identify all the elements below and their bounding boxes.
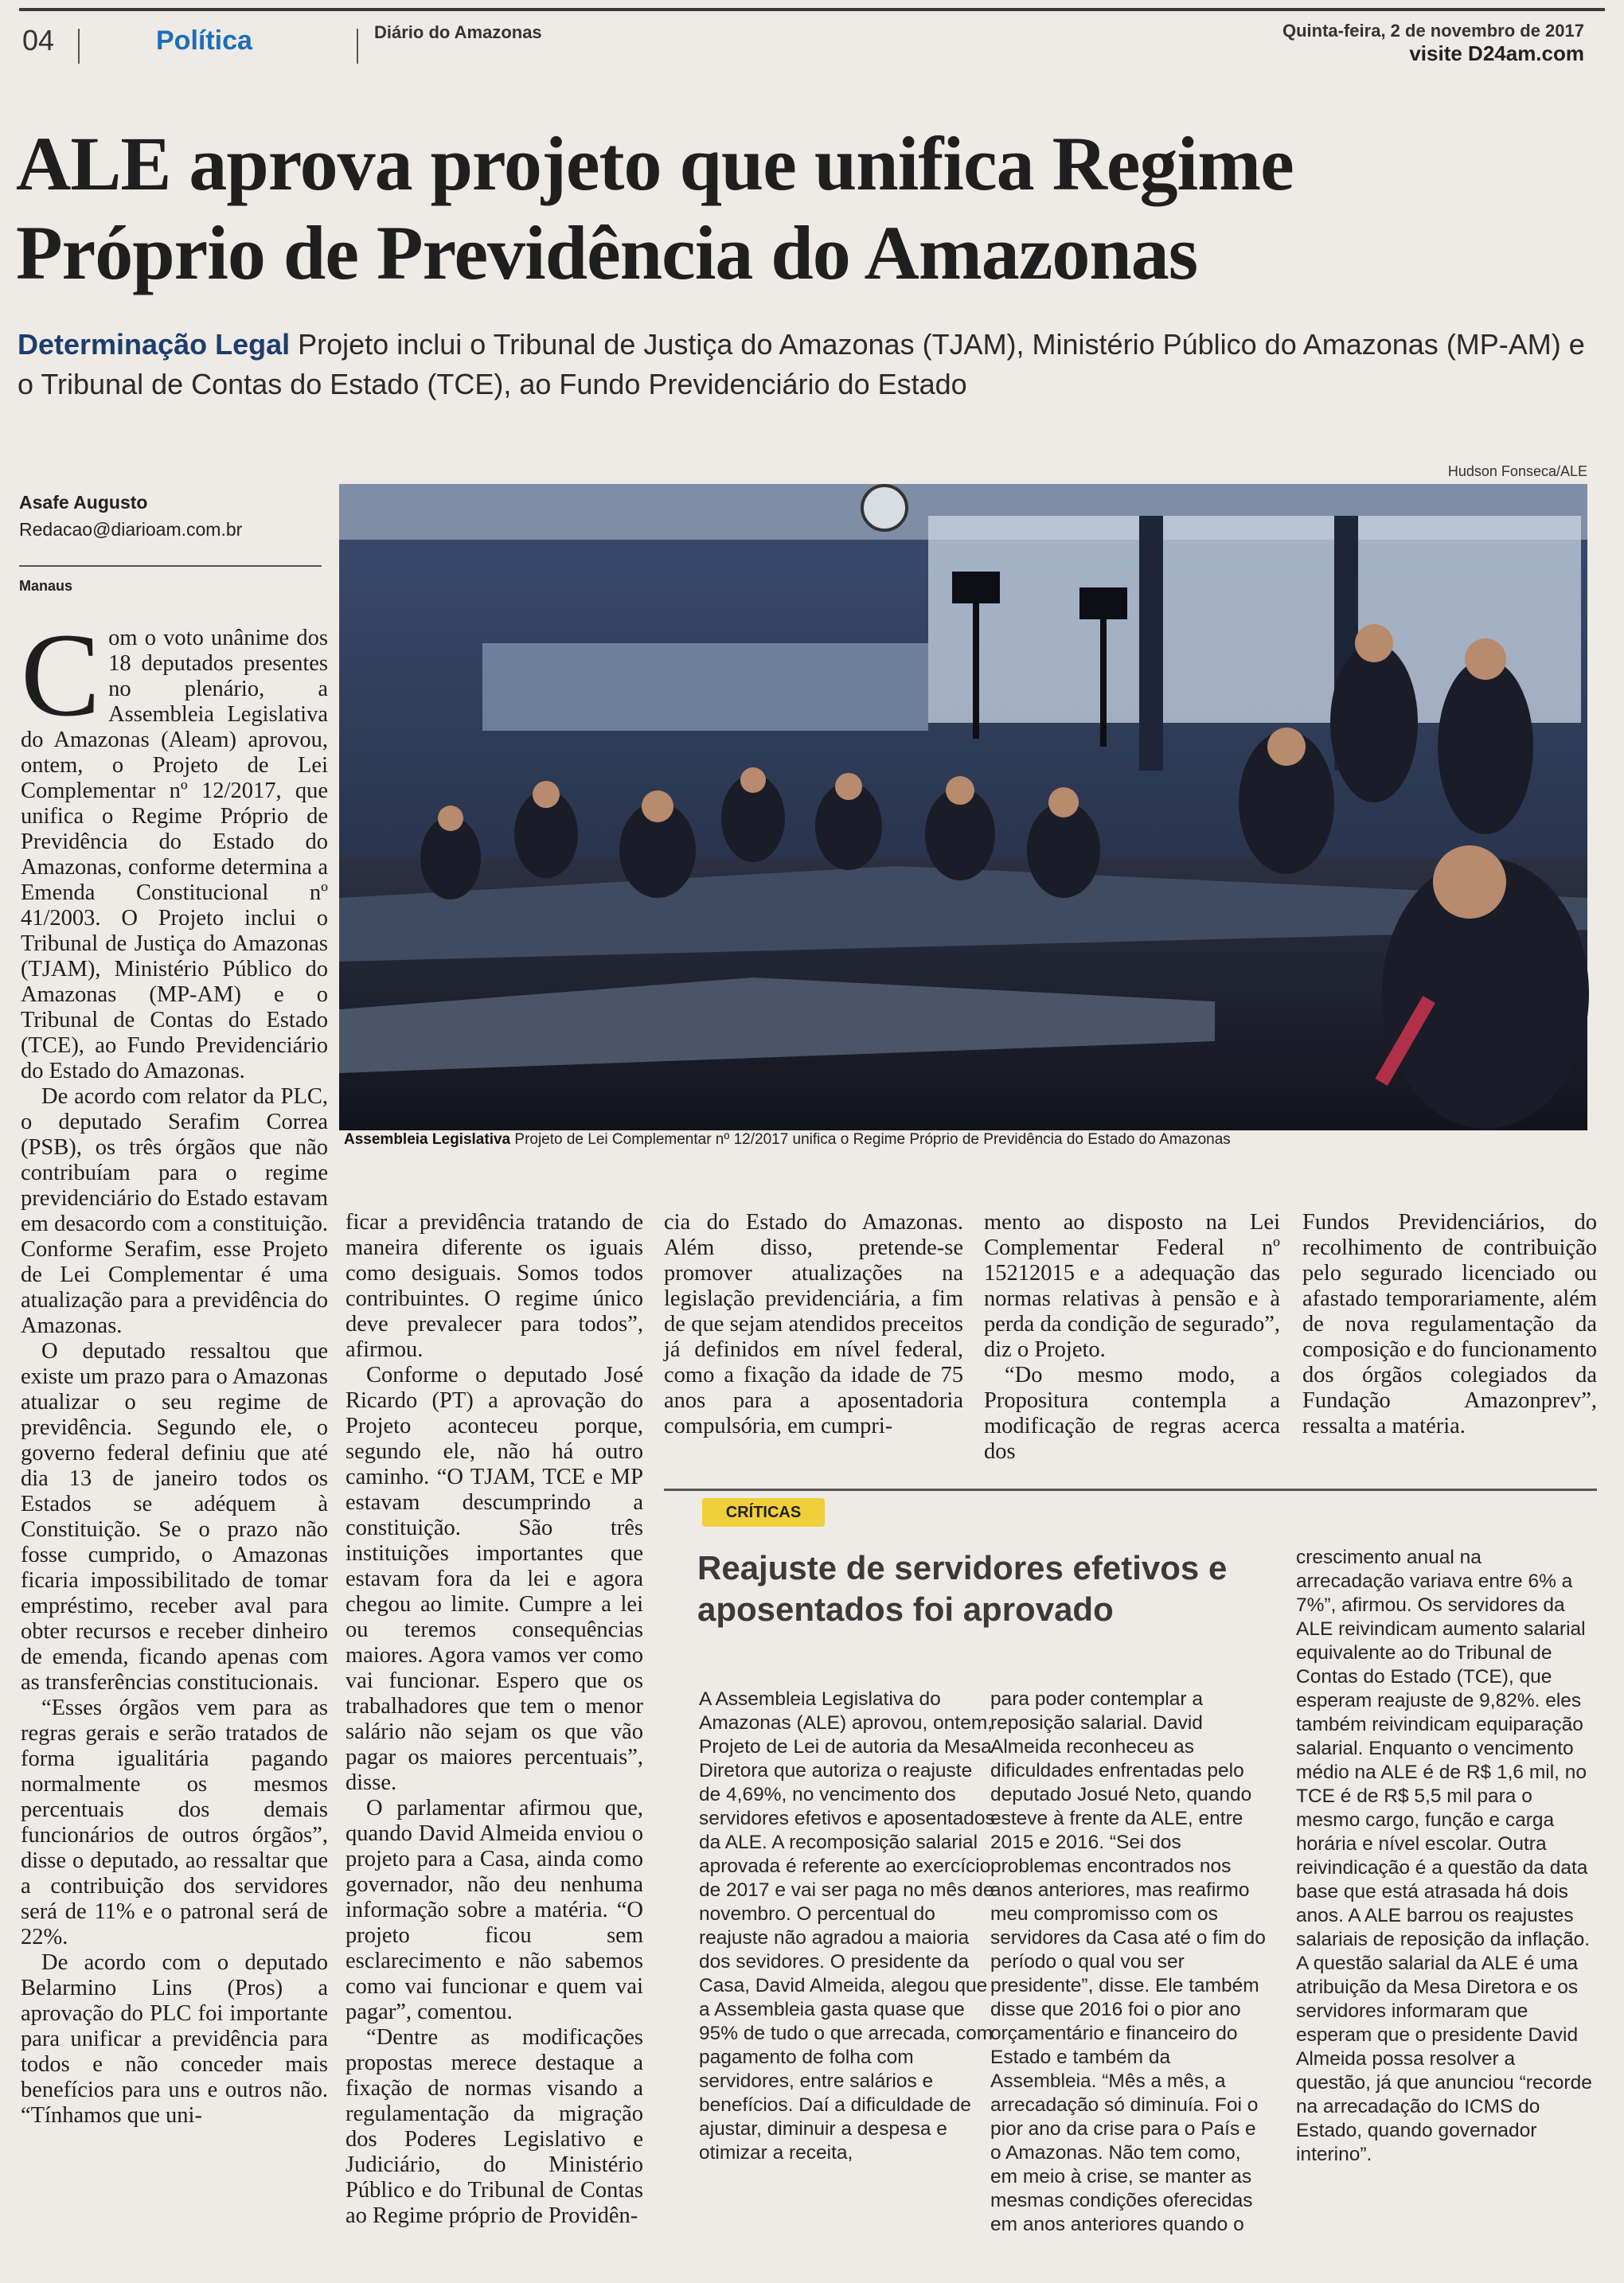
paragraph: De acordo com relator da PLC, o deputado Serafim Correa (PSB), os três órgãos que não contribuíam para o regime previdenciário do Estado estavam em desacordo com a constituição. Conforme Serafim, esse Projeto de Lei Complementar é uma atualização para a previdência do Amazonas.	[21, 1084, 328, 1338]
headline-line-1: ALE aprova projeto que unifica Regime	[16, 121, 1294, 206]
paragraph: A Assembleia Legislativa do Amazonas (ALE) aprovou, ontem, Projeto de Lei de autoria da Mesa Diretora que autoriza o reajuste de 4,69%, no vencimento dos servidores efetivos e aposentados da ALE. A recomposição salarial aprovada é referente ao exercício de 2017 e vai ser paga no mês de novembro. O percentual do reajuste não agradou a maioria dos sevidores. O presidente da Casa, David Almeida, alegou que a Assembleia gasta quase que 95% de tudo o que arrecada, com pagamento de folha com servidores, entre salários e benefícios. Daí a dificuldade de ajustar, diminuir a despesa e otimizar a receita,	[699, 1688, 995, 2164]
sidebar-rule	[664, 1489, 1597, 1491]
website-link[interactable]: visite D24am.com	[1409, 41, 1584, 65]
paragraph: Conforme o deputado José Ricardo (PT) a aprovação do Projeto aconteceu porque, segundo ele, não há outro caminho. “O TJAM, TCE e MP estavam descumprindo a constituição. São três instituições importantes que estavam fora da lei e agora chegou ao limite. Cumpre a lei ou teremos consequências maiores. Agora vamos ver como vai funcionar. Espero que os trabalhadores que tem o menor salário não sejam os que vão pagar os maiores percentuais”, disse.	[345, 1363, 643, 1795]
paragraph: “Esses órgãos vem para as regras gerais e serão tratados de forma igualitária pagando normalmente os mesmos percentuais dos demais funcionários de outros órgãos”, disse o deputado, ao ressaltar que a contribuição dos servidores será de 11% e o patronal será de 22%.	[21, 1696, 328, 1949]
newspaper-name: Diário do Amazonas	[374, 22, 542, 42]
photo-caption	[344, 1130, 1586, 1149]
page-number: 04	[22, 24, 55, 57]
sidebar-title: Reajuste de servidores efetivos e aposentados foi aprovado	[697, 1549, 1228, 1628]
sidebar-column-1	[699, 1688, 998, 2277]
paragraph: mento ao disposto na Lei Complementar Federal nº 15212015 e a adequação das normas relativas à pensão e à perda da condição de segurado”, diz o Projeto.	[984, 1210, 1280, 1362]
plenary-photo	[339, 484, 1587, 1130]
paragraph: para poder contemplar a reposição salarial. David Almeida reconheceu as dificuldades enfrentadas pelo deputado Josué Neto, quando esteve à frente da ALE, entre 2015 e 2016. “Sei dos problemas encontrados nos anos anteriores, mas reafirmo meu compromisso com os servidores da Casa até o fim do período o qual vou ser presidente”, disse. Ele também disse que 2016 foi o pior ano orçamentário e financeiro do Estado e também da Assembleia. “Mês a mês, a arrecadação só diminuía. Foi o pior ano da crise para o País e o Amazonas. Não tem como, em meio à crise, se manter as mesmas condições oferecidas em anos anteriores quando o	[990, 1688, 1266, 2235]
issue-date: Quinta-feira, 2 de novembro de 2017	[1282, 21, 1584, 41]
paragraph: “Do mesmo modo, a Propositura contempla a modificação de regras acerca dos	[984, 1363, 1280, 1464]
paragraph: om o voto unânime dos 18 deputados presentes no plenário, a Assembleia Legislativa do Amazonas (Aleam) aprovou, ontem, o Projeto de Lei Complementar nº 12/2017, que unifica o Regime Próprio de Previdência do Estado do Amazonas, conforme determina a Emenda Constitucional nº 41/2003. O Projeto inclui o Tribunal de Justiça do Amazonas (TJAM), Ministério Público do Amazonas (MP-AM) e o Tribunal de Contas do Estado (TCE), ao Fundo Previdenciário do Estado do Amazonas.	[21, 626, 328, 1083]
author-name: Asafe Augusto	[19, 492, 148, 513]
article-column-1	[21, 609, 328, 2273]
deck-text: Projeto inclui o Tribunal de Justiça do Amazonas (TJAM), Ministério Público do Amazonas (MP-AM) e o Tribunal de Contas do Estado (TCE), ao Fundo Previdenciário do Estado	[18, 328, 1585, 400]
paragraph: O deputado ressaltou que existe um prazo para o Amazonas atualizar o seu regime de previdência. Segundo ele, o governo federal definiu que até dia 13 de janeiro todos os Estados se adéquem à Constituição. Se o prazo não fosse cumprido, o Amazonas ficaria impossibilitado de tomar empréstimo, receber aval para obter recursos e receber dinheiro de emenda, ficando apenas com as transferências constitucionais.	[21, 1339, 328, 1695]
paragraph: O parlamentar afirmou que, quando David Almeida enviou o projeto para a Casa, ainda como governador, não deu nenhuma informação sobre a matéria. “O projeto ficou sem esclarecimento e não sabemos como vai funcionar e quem vai pagar”, comentou.	[345, 1796, 643, 2024]
headline	[16, 119, 1608, 298]
article-column-2	[345, 1210, 643, 2273]
dateline: Manaus	[19, 578, 73, 594]
sidebar-column-2	[990, 1688, 1267, 2277]
paragraph: crescimento anual na arrecadação variava entre 6% a 7%”, afirmou. Os servidores da ALE reivindicam aumento salarial equivalente ao do Tribunal de Contas do Estado (TCE), que esperam reajuste de 9,82%. eles também reivindicam equiparação salarial. Enquanto o vencimento médio na ALE é de R$ 1,6 mil, no TCE é de R$ 5,5 mil para o mesmo cargo, função e carga horária e nível escolar. Outra reivindicação é a questão da data base que está atrasada há dois anos. A ALE barrou os reajustes salariais de reposição da inflação. A questão salarial da ALE é uma atribuição da Mesa Diretora e os servidores informaram que esperam que o presidente David Almeida possa resolver a questão, já que anunciou “recorde na arrecadação do ICMS do Estado, quando governador interino”.	[1296, 1547, 1592, 2165]
header-divider	[357, 29, 358, 64]
caption-text: Projeto de Lei Complementar nº 12/2017 unifica o Regime Próprio de Previdência do Estado do Amazonas	[514, 1131, 1231, 1148]
top-rule	[19, 8, 1605, 11]
paragraph: cia do Estado do Amazonas. Além disso, pretende-se promover atualizações na legislação previdenciária, a fim de que sejam atendidos preceitos já definidos em nível federal, como a fixação da idade de 75 anos para a aposentadoria compulsória, em cumpri-	[664, 1210, 963, 1438]
headline-line-2: Próprio de Previdência do Amazonas	[16, 210, 1198, 295]
photo-credit: Hudson Fonseca/ALE	[1447, 463, 1587, 479]
deck	[18, 325, 1594, 404]
article-column-3	[664, 1210, 963, 1449]
caption-label: Assembleia Legislativa	[344, 1131, 511, 1148]
paragraph: ficar a previdência tratando de maneira diferente os iguais como desiguais. Somos todos contribuintes. O regime único deve prevalecer para todos”, afirmou.	[345, 1210, 643, 1362]
byline-rule	[19, 565, 322, 567]
author-email[interactable]: Redacao@diarioam.com.br	[19, 519, 243, 540]
deck-label: Determinação Legal	[18, 328, 291, 361]
section-label: Política	[156, 25, 252, 56]
header-divider	[78, 29, 80, 64]
paragraph: Fundos Previdenciários, do recolhimento de contribuição pelo segurado licenciado ou afastado temporariamente, além de nova regulamentação da composição e do funcionamento dos órgãos colegiados da Fundação Amazonprev”, ressalta a matéria.	[1302, 1210, 1597, 1438]
sidebar-tag: CRÍTICAS	[702, 1498, 825, 1527]
article-column-5	[1302, 1210, 1597, 1449]
article-column-4	[984, 1210, 1280, 1464]
paragraph: “Dentre as modificações propostas merece destaque a fixação de normas visando a regulamentação da migração dos Poderes Legislativo e Judiciário, do Ministério Público e do Tribunal de Contas ao Regime próprio de Providên-	[345, 2025, 643, 2228]
paragraph: De acordo com o deputado Belarmino Lins (Pros) a aprovação do PLC foi importante para unificar a previdência para todos e não conceder mais benefícios para uns e outros não. “Tínhamos que uni-	[21, 1950, 328, 2128]
dropcap: C	[21, 609, 101, 741]
sidebar-column-3	[1296, 1546, 1594, 2277]
